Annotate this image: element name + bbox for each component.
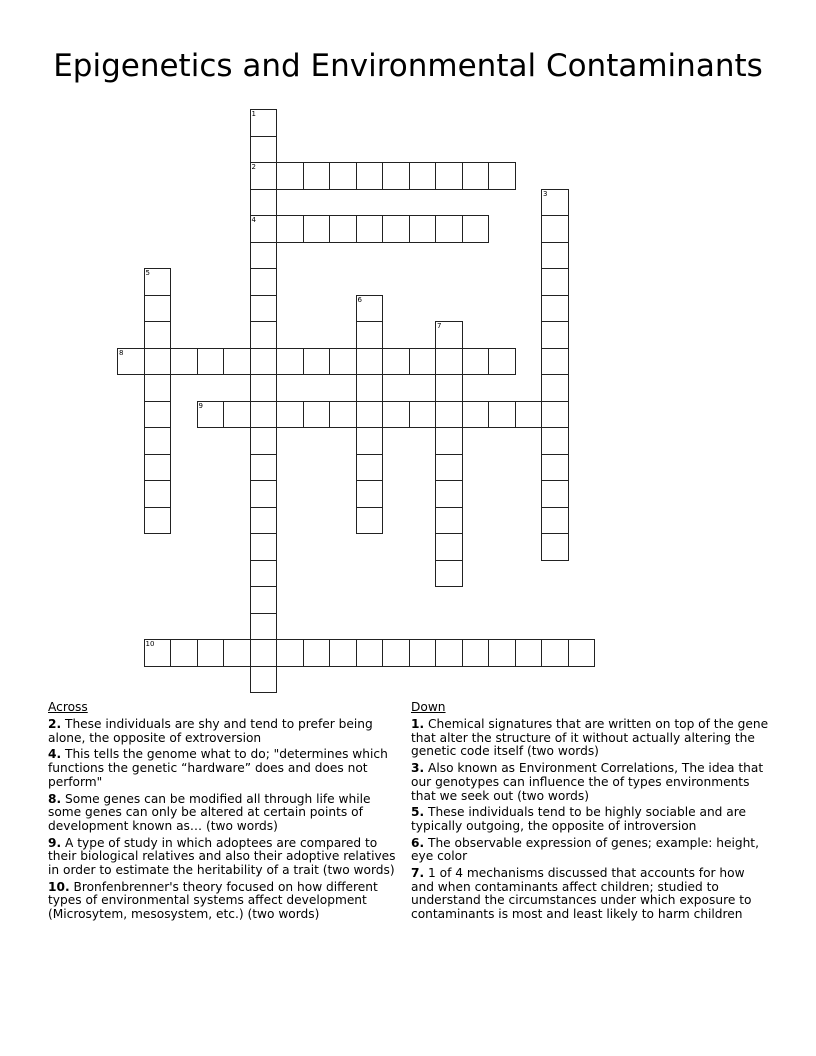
crossword-cell[interactable]	[303, 348, 331, 376]
crossword-cell[interactable]	[144, 268, 172, 296]
crossword-cell[interactable]	[144, 374, 172, 402]
clue-text: These individuals are shy and tend to prefer being alone, the opposite of extroversion	[48, 717, 373, 745]
crossword-cell[interactable]	[435, 348, 463, 376]
clue-number: 1.	[411, 717, 425, 731]
crossword-cell[interactable]	[250, 348, 278, 376]
clue-number: 2.	[48, 717, 62, 731]
crossword-cell[interactable]	[250, 480, 278, 508]
crossword-cell[interactable]	[541, 268, 569, 296]
crossword-cell[interactable]	[144, 639, 172, 667]
crossword-cell[interactable]	[276, 162, 304, 190]
clue-text: Some genes can be modified all through life while some genes can only be altered at certain points of development known as… (two words)	[48, 791, 371, 833]
crossword-cell[interactable]	[303, 401, 331, 429]
crossword-cell[interactable]	[435, 533, 463, 561]
crossword-cell[interactable]	[223, 401, 251, 429]
crossword-cell[interactable]	[541, 533, 569, 561]
clue-text: 1 of 4 mechanisms discussed that accounts for how and when contaminants affect children; studied to understand the circumstances under which exposure to contaminants is most and least likely to harm children	[411, 866, 752, 922]
crossword-cell[interactable]	[250, 533, 278, 561]
crossword-cell[interactable]	[144, 295, 172, 323]
crossword-cell[interactable]	[435, 162, 463, 190]
crossword-cell[interactable]	[435, 401, 463, 429]
crossword-cell[interactable]	[197, 639, 225, 667]
crossword-cell[interactable]	[435, 321, 463, 349]
crossword-cell[interactable]	[356, 427, 384, 455]
crossword-cell[interactable]	[435, 560, 463, 588]
down-clue-1	[411, 718, 771, 759]
crossword-cell[interactable]	[276, 639, 304, 667]
crossword-cell[interactable]	[541, 480, 569, 508]
crossword-cell[interactable]	[250, 401, 278, 429]
crossword-cell[interactable]	[541, 295, 569, 323]
crossword-cell[interactable]	[144, 427, 172, 455]
crossword-cell[interactable]	[435, 427, 463, 455]
crossword-cell[interactable]	[170, 639, 198, 667]
crossword-cell[interactable]	[276, 215, 304, 243]
crossword-cell[interactable]	[356, 454, 384, 482]
cell-number: 9	[198, 401, 203, 410]
crossword-cell[interactable]	[541, 639, 569, 667]
crossword-cell[interactable]	[356, 162, 384, 190]
cell-number: 1	[251, 110, 256, 118]
across-clue-2	[48, 718, 400, 745]
crossword-cell[interactable]	[250, 162, 278, 190]
cell-number: 2	[251, 163, 256, 171]
crossword-cell[interactable]	[356, 507, 384, 535]
across-clue-8	[48, 793, 400, 834]
crossword-cell[interactable]	[303, 639, 331, 667]
crossword-cell[interactable]	[144, 401, 172, 429]
crossword-cell[interactable]	[541, 215, 569, 243]
clue-text: A type of study in which adoptees are compared to their biological relatives and also their adoptive relatives in order to estimate the heritability of a trait (two words)	[48, 835, 396, 878]
clue-number: 9.	[48, 835, 62, 850]
crossword-cell[interactable]	[356, 215, 384, 243]
crossword-cell[interactable]	[488, 401, 516, 429]
clue-number: 4.	[48, 747, 62, 762]
across-clue-9	[48, 837, 400, 878]
crossword-cell[interactable]	[144, 454, 172, 482]
clue-number: 3.	[411, 761, 425, 776]
crossword-cell[interactable]	[541, 374, 569, 402]
clue-text: These individuals tend to be highly sociable and are typically outgoing, the opposite of introversion	[411, 805, 746, 833]
crossword-cell[interactable]	[488, 162, 516, 190]
crossword-cell[interactable]	[276, 348, 304, 376]
crossword-cell[interactable]	[382, 639, 410, 667]
crossword-cell[interactable]	[541, 348, 569, 376]
cell-number: 10	[145, 640, 155, 648]
crossword-cell[interactable]	[356, 295, 384, 323]
crossword-cell[interactable]	[409, 401, 437, 429]
crossword-cell[interactable]	[541, 189, 569, 217]
crossword-cell[interactable]	[250, 586, 278, 614]
down-clue-6	[411, 837, 771, 864]
crossword-cell[interactable]	[356, 480, 384, 508]
crossword-cell[interactable]	[170, 348, 198, 376]
crossword-cell[interactable]	[276, 401, 304, 429]
crossword-cell[interactable]	[303, 215, 331, 243]
crossword-cell[interactable]	[356, 321, 384, 349]
crossword-cell[interactable]	[462, 639, 490, 667]
crossword-cell[interactable]	[409, 215, 437, 243]
down-clue-3	[411, 762, 771, 803]
crossword-cell[interactable]	[515, 401, 543, 429]
crossword-cell[interactable]	[541, 507, 569, 535]
crossword-cell[interactable]	[250, 215, 278, 243]
crossword-cell[interactable]	[488, 348, 516, 376]
crossword-cell[interactable]	[409, 162, 437, 190]
crossword-cell[interactable]	[250, 268, 278, 296]
crossword-cell[interactable]	[462, 162, 490, 190]
crossword-cell[interactable]	[144, 348, 172, 376]
clue-text: This tells the genome what to do; "determines which functions the genetic “hardware” does and does not perform"	[48, 747, 388, 789]
crossword-cell[interactable]	[462, 348, 490, 376]
crossword-cell[interactable]	[250, 109, 278, 137]
crossword-cell[interactable]	[435, 454, 463, 482]
crossword-cell[interactable]	[144, 507, 172, 535]
crossword-cell[interactable]	[541, 321, 569, 349]
crossword-cell[interactable]	[250, 639, 278, 667]
crossword-cell[interactable]	[356, 374, 384, 402]
crossword-cell[interactable]	[250, 427, 278, 455]
cell-number: 4	[251, 216, 256, 224]
crossword-cell[interactable]	[250, 321, 278, 349]
crossword-cell[interactable]	[541, 454, 569, 482]
down-clues-section	[411, 699, 771, 925]
crossword-cell[interactable]	[329, 215, 357, 243]
cell-number: 3	[543, 189, 548, 198]
down-clue-7	[411, 867, 771, 922]
crossword-cell[interactable]	[329, 639, 357, 667]
crossword-cell[interactable]	[356, 639, 384, 667]
crossword-cell[interactable]	[382, 215, 410, 243]
crossword-cell[interactable]	[223, 348, 251, 376]
crossword-cell[interactable]	[356, 401, 384, 429]
crossword-cell[interactable]	[329, 348, 357, 376]
crossword-cell[interactable]	[197, 348, 225, 376]
crossword-cell[interactable]	[250, 189, 278, 217]
crossword-cell[interactable]	[250, 374, 278, 402]
crossword-cell[interactable]	[515, 639, 543, 667]
across-clue-4	[48, 748, 400, 789]
cell-number: 6	[357, 295, 362, 304]
clue-number: 10.	[48, 879, 70, 894]
crossword-cell[interactable]	[250, 666, 278, 694]
clue-text: The observable expression of genes; example: height, eye color	[411, 835, 759, 864]
crossword-cell[interactable]	[435, 480, 463, 508]
across-clue-10	[48, 881, 400, 922]
crossword-cell[interactable]	[250, 242, 278, 270]
clue-number: 7.	[411, 866, 425, 881]
crossword-cell[interactable]	[356, 348, 384, 376]
crossword-cell[interactable]	[488, 639, 516, 667]
crossword-cell[interactable]	[541, 427, 569, 455]
crossword-cell[interactable]	[250, 507, 278, 535]
clue-number: 5.	[411, 805, 425, 820]
crossword-cell[interactable]	[568, 639, 596, 667]
clue-number: 8.	[48, 791, 62, 806]
crossword-cell[interactable]	[462, 401, 490, 429]
clue-number: 6.	[411, 835, 425, 850]
crossword-cell[interactable]	[541, 242, 569, 270]
cell-number: 5	[145, 269, 150, 277]
crossword-cell[interactable]	[435, 507, 463, 535]
crossword-cell[interactable]	[250, 454, 278, 482]
down-clue-5	[411, 806, 771, 833]
crossword-cell[interactable]	[435, 374, 463, 402]
crossword-cell[interactable]	[409, 639, 437, 667]
across-heading: Across	[48, 700, 88, 714]
crossword-cell[interactable]	[144, 480, 172, 508]
crossword-cell[interactable]	[462, 215, 490, 243]
cell-number: 8	[119, 348, 124, 357]
page-title: Epigenetics and Environmental Contaminants	[53, 48, 763, 84]
down-heading: Down	[411, 700, 446, 714]
crossword-cell[interactable]	[382, 401, 410, 429]
crossword-cell[interactable]	[250, 295, 278, 323]
clue-text: Also known as Environment Correlations, The idea that our genotypes can influence the of types environments that we seek out (two words)	[411, 761, 764, 803]
crossword-cell[interactable]	[409, 348, 437, 376]
cell-number: 7	[437, 322, 442, 330]
crossword-cell[interactable]	[435, 215, 463, 243]
crossword-cell[interactable]	[250, 560, 278, 588]
crossword-cell[interactable]	[117, 348, 145, 376]
crossword-cell[interactable]	[541, 401, 569, 429]
crossword-cell[interactable]	[197, 401, 225, 429]
crossword-cell[interactable]	[303, 162, 331, 190]
crossword-cell[interactable]	[329, 401, 357, 429]
clue-text: Chemical signatures that are written on top of the gene that alter the structure of it without actually altering the genetic code itself (two words)	[411, 717, 769, 759]
crossword-cell[interactable]	[382, 348, 410, 376]
crossword-cell[interactable]	[144, 321, 172, 349]
clue-text: Bronfenbrenner's theory focused on how different types of environmental systems affect development (Microsytem, mesosystem, etc.) (two words)	[48, 879, 378, 922]
crossword-cell[interactable]	[223, 639, 251, 667]
crossword-cell[interactable]	[435, 639, 463, 667]
across-clues-section	[48, 699, 400, 925]
crossword-cell[interactable]	[250, 136, 278, 164]
crossword-cell[interactable]	[329, 162, 357, 190]
crossword-cell[interactable]	[250, 613, 278, 641]
crossword-cell[interactable]	[382, 162, 410, 190]
